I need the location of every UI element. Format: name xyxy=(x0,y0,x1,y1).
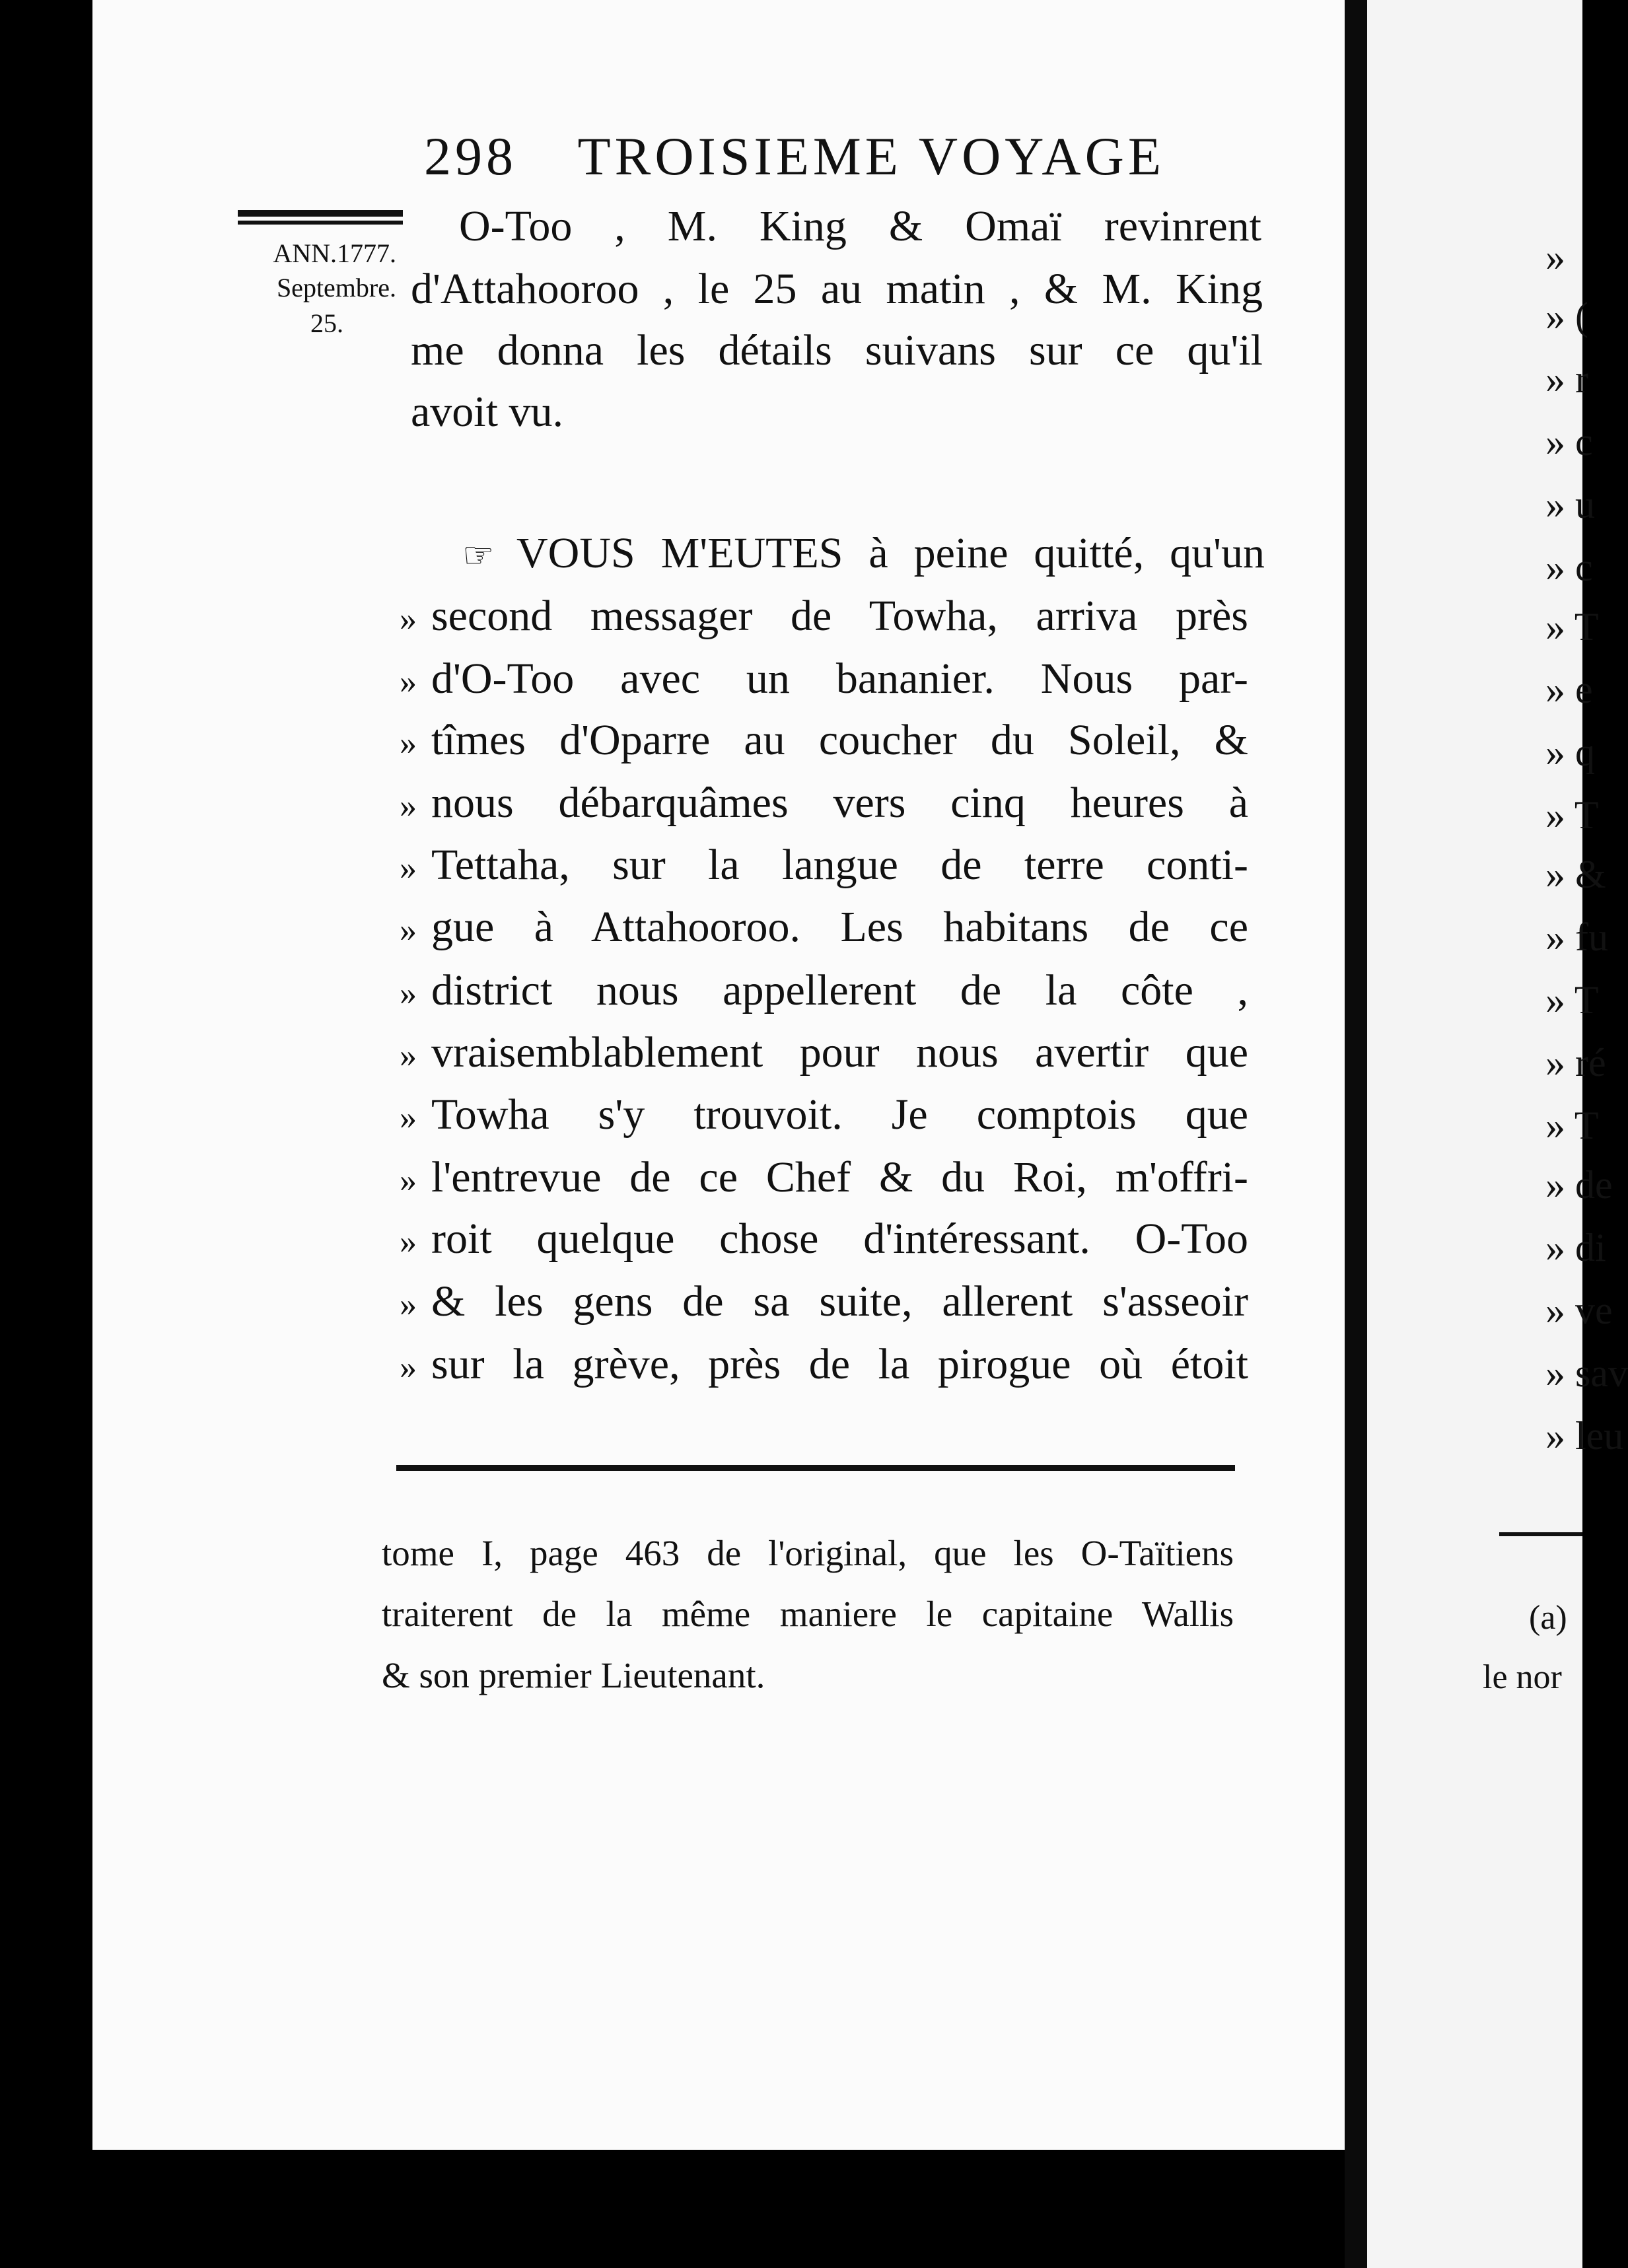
quote-line: » roit quelque chose d'intéressant. O-Too xyxy=(400,1215,1248,1263)
quote-mark-icon: » xyxy=(400,1223,417,1261)
footnote-line-3: & son premier Lieutenant. xyxy=(382,1655,765,1695)
next-page-line: » de xyxy=(1545,1163,1613,1207)
next-page-footnote: (a) xyxy=(1529,1599,1567,1637)
intro-line-1: O-Too , M. King & Omaï revinrent xyxy=(459,202,1261,250)
next-page-line: » T xyxy=(1545,605,1599,649)
next-page-line: » sav xyxy=(1545,1351,1628,1395)
next-page-line: » ré xyxy=(1545,1041,1606,1084)
pointing-hand-icon: ☞ xyxy=(462,536,495,575)
quote-line: » Tettaha, sur la langue de terre conti- xyxy=(400,841,1248,889)
quote-first-text: VOUS M'EUTES à peine quitté, qu'un xyxy=(516,529,1265,577)
margin-rule-1 xyxy=(238,210,403,217)
quote-line: » district nous appellerent de la côte , xyxy=(400,966,1248,1014)
next-page-line: » fu xyxy=(1545,915,1608,959)
book-gutter xyxy=(1345,0,1367,2268)
next-page-line: » r xyxy=(1545,357,1588,401)
next-page-line: » & xyxy=(1545,853,1606,896)
header-title: TROISIEME VOYAGE xyxy=(577,126,1165,186)
margin-month: Septembre. xyxy=(276,273,396,302)
next-page-line: » xyxy=(1545,235,1565,279)
quote-line: » vraisemblablement pour nous avertir que xyxy=(400,1028,1248,1077)
footnote-line-2: traiterent de la même maniere le capitaine Wallis xyxy=(382,1594,1234,1634)
quote-line: » & les gens de sa suite, allerent s'asseoir xyxy=(400,1277,1248,1326)
quote-mark-icon: » xyxy=(400,1099,417,1137)
quote-mark-icon: » xyxy=(400,1162,417,1199)
next-page-footnote: le nor xyxy=(1483,1658,1562,1696)
running-header xyxy=(424,125,1165,188)
next-page-line: » T xyxy=(1545,978,1599,1022)
intro-line-2: d'Attahooroo , le 25 au matin , & M. King xyxy=(411,265,1263,313)
page-number: 298 xyxy=(424,126,517,186)
quote-line: » gue à Attahooroo. Les habitans de ce xyxy=(400,903,1248,951)
quote-line: » l'entrevue de ce Chef & du Roi, m'offri- xyxy=(400,1153,1248,1201)
footnote-line-1: tome I, page 463 de l'original, que les O-Taïtiens xyxy=(382,1533,1234,1573)
quote-line: » d'O-Too avec un bananier. Nous par- xyxy=(400,655,1248,703)
footnote-rule xyxy=(396,1465,1235,1471)
next-page-line: » e xyxy=(1545,668,1593,711)
quote-mark-icon: » xyxy=(400,975,417,1012)
next-page-line: » leu xyxy=(1545,1414,1624,1458)
next-page-line: » T xyxy=(1545,1104,1599,1147)
quote-mark-icon: » xyxy=(400,1286,417,1324)
quote-mark-icon: » xyxy=(400,725,417,762)
quote-line: » sur la grève, près de la pirogue où étoit xyxy=(400,1340,1248,1388)
quote-mark-icon: » xyxy=(400,787,417,825)
next-page-line: » c xyxy=(1545,546,1593,589)
quote-mark-icon: » xyxy=(400,663,417,701)
quote-line: » tîmes d'Oparre au coucher du Soleil, & xyxy=(400,716,1248,764)
margin-year: ANN.1777. xyxy=(273,238,396,268)
margin-rule-2 xyxy=(238,221,403,225)
quote-mark-icon: » xyxy=(400,911,417,949)
next-page-line: » T xyxy=(1545,793,1599,837)
intro-line-3: me donna les détails suivans sur ce qu'il xyxy=(411,326,1263,374)
quote-mark-icon: » xyxy=(400,849,417,887)
quote-line: » second messager de Towha, arriva près xyxy=(400,592,1248,640)
margin-day: 25. xyxy=(310,308,343,338)
quote-mark-icon: » xyxy=(400,600,417,638)
next-page-line: » u xyxy=(1545,483,1595,526)
quote-mark-icon: » xyxy=(400,1349,417,1386)
quote-line: » nous débarquâmes vers cinq heures à xyxy=(400,779,1248,827)
quote-mark-icon: » xyxy=(400,1037,417,1075)
quote-line: » Towha s'y trouvoit. Je comptois que xyxy=(400,1090,1248,1139)
next-page-line: » q xyxy=(1545,730,1595,774)
intro-line-4: avoit vu. xyxy=(411,388,563,436)
quote-first-line xyxy=(462,528,1265,579)
next-page-line: » ve xyxy=(1545,1289,1613,1332)
next-page-line: » c xyxy=(1545,420,1593,464)
next-page-line: » ( xyxy=(1545,295,1588,338)
next-page-line: » di xyxy=(1545,1226,1606,1269)
next-page-rule xyxy=(1499,1532,1582,1536)
